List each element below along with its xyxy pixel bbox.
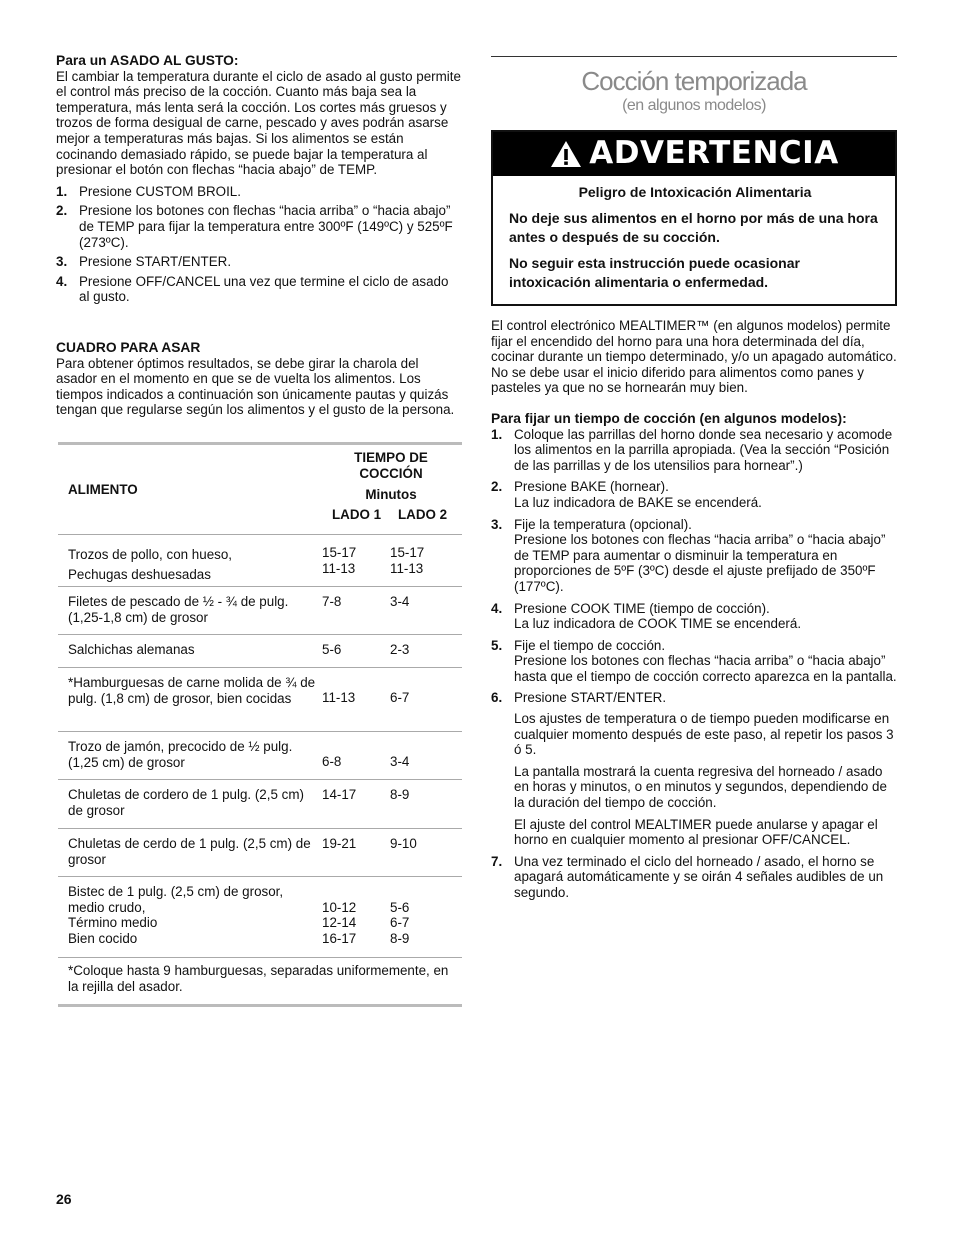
cell-side-2: 15-17 11-13 (390, 545, 425, 576)
step-text: Fije el tiempo de cocción. Presione los botones con flechas “hacia arriba” o “hacia abajo” hasta que el tiempo de cocción correcto aparezca en la pantalla. (514, 637, 897, 684)
cell-side-2: 6-7 (390, 690, 410, 705)
warning-triangle-icon (549, 139, 583, 169)
table-footnote: *Coloque hasta 9 hamburguesas, separadas uniformemente, en la rejilla del asador. (58, 957, 462, 1004)
step-number: 7. (491, 853, 503, 869)
step-number: 6. (491, 690, 503, 706)
cook-time-note (491, 764, 897, 811)
cook-time-step (491, 601, 897, 632)
table-row (58, 877, 462, 957)
header-side-2: LADO 2 (398, 507, 448, 522)
step-text: Presione START/ENTER. (79, 254, 232, 270)
cook-time-step (491, 638, 897, 685)
mealtimer-intro: El control electrónico MEALTIMER™ (en algunos modelos) permite fijar el encendido del horno para una hora determinada del día, cocinar durante un tiempo determinado, y/o un apagado automático. No se debe usar el inicio diferido para alimentos como panes y pasteles ya que no se hornearán muy bien. (491, 318, 897, 396)
cook-time-step (491, 479, 897, 510)
cell-side-1: 11-13 (322, 690, 356, 705)
section-title (491, 66, 897, 116)
warning-label: ADVERTENCIA (589, 135, 839, 172)
table-row (58, 732, 462, 780)
chart-section (56, 340, 462, 418)
step-text: Coloque las parrillas del horno donde sea necesario y acomode los alimentos en la parrilla apropiada. (Vea la sección “Posición de las parrillas y de los utensilios para hornear”.) (514, 426, 893, 473)
warning-header (493, 132, 895, 176)
step-number: 1. (56, 183, 68, 199)
cell-side-2: 5-6 6-7 8-9 (390, 899, 410, 946)
table-row (58, 668, 462, 732)
step-text: La pantalla mostrará la cuenta regresiva del horneado / asado en horas y minutos, o en minutos y segundos, dependiendo de la duración del tiempo de cocción. (514, 763, 887, 811)
cell-side-1: 5-6 (322, 642, 342, 657)
broil-heading: Para un ASADO AL GUSTO: (56, 53, 239, 68)
step-text: Presione CUSTOM BROIL. (79, 183, 241, 199)
header-food: ALIMENTO (68, 482, 138, 497)
cell-side-2: 2-3 (390, 642, 410, 657)
warning-box (491, 130, 897, 306)
step-text: Presione BAKE (hornear). La luz indicadora de BAKE se encenderá. (514, 479, 762, 510)
page-subtitle: (en algunos modelos) (622, 97, 766, 114)
table-header (58, 445, 462, 535)
step-text: Presione OFF/CANCEL una vez que termine el ciclo de asado al gusto. (79, 273, 449, 305)
step-number: 2. (56, 203, 68, 219)
warning-hazard: Peligro de Intoxicación Alimentaria (578, 184, 812, 200)
cell-side-2: 8-9 (390, 787, 410, 802)
step-number: 4. (491, 600, 503, 616)
table-row (58, 587, 462, 635)
step-number: 1. (491, 426, 503, 442)
broil-section (56, 53, 462, 309)
cell-food: Trozos de pollo, con hueso, Pechugas deshuesadas (68, 547, 233, 582)
steps-heading: Para fijar un tiempo de cocción (en algunos modelos): (491, 410, 847, 426)
broil-step (56, 184, 462, 200)
table-body (58, 535, 462, 957)
cook-time-steps-list (491, 427, 897, 901)
cell-side-1: 10-12 12-14 16-17 (322, 899, 357, 946)
cell-food: *Hamburguesas de carne molida de ¾ de pulg. (1,8 cm) de grosor, bien cocidas (68, 675, 316, 706)
cell-side-1: 15-17 11-13 (322, 545, 357, 576)
cell-side-1: 6-8 (322, 754, 342, 769)
header-minutes: Minutos (365, 487, 417, 502)
chart-intro: Para obtener óptimos resultados, se debe girar la charola del asador en el momento en que se de vuelta los alimentos. Los tiempos indicados a continuación son únicamente pautas y quizás tengan que regularse según los alimentos y el gusto de la persona. (56, 355, 455, 418)
broil-step (56, 274, 462, 305)
broil-step (56, 254, 462, 270)
cell-side-2: 9-10 (390, 836, 417, 851)
cook-time-step (491, 517, 897, 595)
cell-side-2: 3-4 (390, 594, 410, 609)
step-text: El ajuste del control MEALTIMER puede anularse y apagar el horno en cualquier momento al presionar OFF/CANCEL. (514, 816, 878, 848)
cell-food: Chuletas de cordero de 1 pulg. (2,5 cm) de grosor (68, 787, 304, 818)
cell-food: Chuletas de cerdo de 1 pulg. (2,5 cm) de grosor (68, 836, 311, 867)
chart-heading: CUADRO PARA ASAR (56, 340, 201, 355)
step-text: Los ajustes de temperatura o de tiempo pueden modificarse en cualquier momento después de este paso, al repetir los pasos 3 ó 5. (514, 711, 894, 758)
step-text: Presione COOK TIME (tiempo de cocción). La luz indicadora de COOK TIME se encenderá. (514, 600, 802, 632)
step-text: Presione los botones con flechas “hacia arriba” o “hacia abajo” de TEMP para fijar la temperatura entre 300ºF (149ºC) y 525ºF (273ºC). (79, 203, 453, 250)
cell-side-2: 3-4 (390, 754, 410, 769)
broil-chart-table (58, 442, 462, 1007)
cell-side-1: 19-21 (322, 836, 357, 851)
cook-time-step (491, 427, 897, 474)
step-number: 3. (56, 254, 68, 270)
header-side-1: LADO 1 (332, 507, 382, 522)
cook-time-step (491, 690, 897, 706)
header-time-1: TIEMPO DE (354, 450, 428, 465)
step-text: Fije la temperatura (opcional). Presione los botones con flechas “hacia arriba” o “hacia abajo” de TEMP para aumentar o disminuir la temperatura en proporciones de 5ºF (3ºC) desde el ajuste prefijado de 350ºF (177ºC). (514, 516, 886, 594)
cook-time-step (491, 854, 897, 901)
table-row (58, 535, 462, 587)
broil-intro: El cambiar la temperatura durante el ciclo de asado al gusto permite el control más preciso de la cocción. Cuanto más baja sea la temperatura, más lenta será la cocción. Los cortes más gruesos y trozos de forma desigual de carne, pescado y aves podrán asarse mejor a temperaturas más bajas. Si los alimentos se están cocinando demasiado rápido, se puede bajar la temperatura al presionar el botón con flechas “hacia abajo” de TEMP. (56, 68, 461, 178)
header-time-2: COCCIÓN (359, 466, 423, 481)
cell-side-1: 14-17 (322, 787, 357, 802)
cell-food: Filetes de pescado de ½ - ¾ de pulg. (1,25-1,8 cm) de grosor (68, 594, 289, 625)
cook-time-note (491, 711, 897, 758)
cell-food: Trozo de jamón, precocido de ½ pulg. (1,25 cm) de grosor (68, 739, 293, 770)
table-row (58, 635, 462, 668)
warning-line-2: No seguir esta instrucción puede ocasionar intoxicación alimentaria o enfermedad. (509, 255, 800, 290)
step-number: 3. (491, 516, 503, 532)
step-text: Una vez terminado el ciclo del horneado / asado, el horno se apagará automáticamente y se oirán 4 señales audibles de un segundo. (514, 853, 884, 900)
page-title: Cocción temporizada (581, 66, 807, 96)
top-rule (491, 56, 897, 57)
cell-food: Bistec de 1 pulg. (2,5 cm) de grosor, medio crudo, Término medio Bien cocido (68, 884, 284, 946)
page-number: 26 (56, 1191, 72, 1207)
step-number: 2. (491, 479, 503, 495)
step-number: 4. (56, 273, 68, 289)
table-row (58, 780, 462, 829)
cell-side-1: 7-8 (322, 594, 342, 609)
warning-body (493, 176, 895, 292)
warning-line-1: No deje sus alimentos en el horno por más de una hora antes o después de su cocción. (509, 210, 878, 245)
step-text: Presione START/ENTER. (514, 690, 667, 706)
cook-time-note (491, 817, 897, 848)
cell-food: Salchichas alemanas (68, 642, 195, 657)
broil-step (56, 203, 462, 250)
right-column (491, 318, 897, 907)
table-row (58, 829, 462, 877)
step-number: 5. (491, 637, 503, 653)
broil-steps-list (56, 184, 462, 305)
